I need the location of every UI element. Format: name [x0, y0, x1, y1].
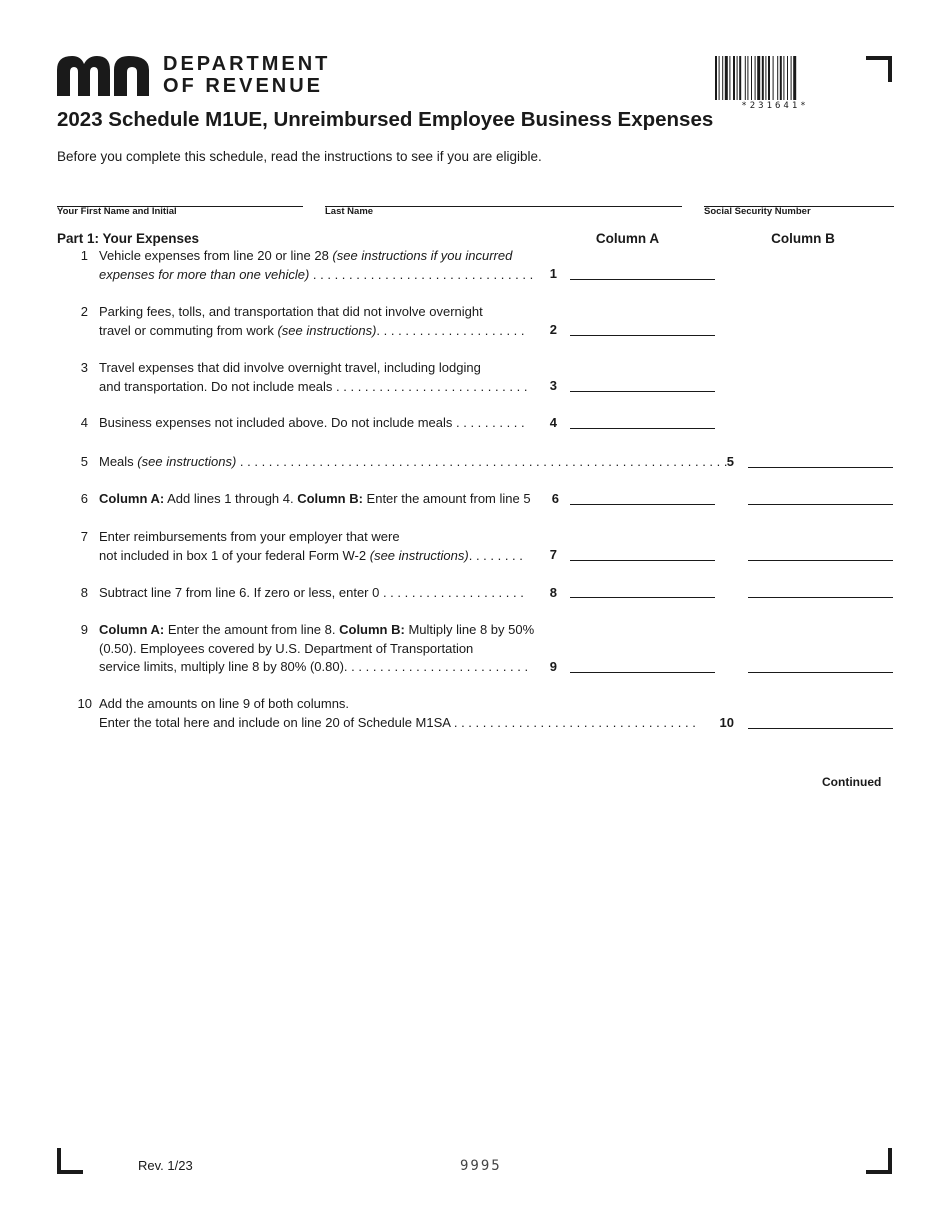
ssn-input[interactable] [704, 184, 894, 206]
line-7-text: Enter reimbursements from your employer that were not included in box 1 of your federal Form W-2 (see instructions). . . . . . . . [99, 529, 523, 563]
first-name-field[interactable] [57, 184, 303, 207]
line-number: 4 [80, 415, 88, 430]
line-number: 5 [80, 454, 88, 469]
line-7-column-b[interactable] [748, 540, 893, 561]
amount-input[interactable] [748, 577, 893, 597]
column-b-header: Column B [771, 231, 835, 246]
line-8-column-b[interactable] [748, 577, 893, 598]
line-box-number: 9 [549, 659, 557, 674]
line-6-text: Column A: Add lines 1 through 4. Column B: Enter the amount from line 5 [99, 491, 531, 506]
corner-mark-top-right [866, 56, 892, 82]
amount-input[interactable] [570, 259, 715, 279]
line-2-column-a[interactable] [570, 315, 715, 336]
line-6-column-b[interactable] [748, 484, 893, 505]
line-5-text: Meals (see instructions) . . . . . . . . . . . . . . . . . . . . . . . . . . . . . . . . . . . . . . . . . . . . . . . . . . . . . . . . . . . . . . . . . . . . [99, 454, 728, 469]
line-1-column-a[interactable] [570, 259, 715, 280]
line-box-number: 6 [551, 491, 559, 506]
amount-input[interactable] [570, 408, 715, 428]
line-10-column-b[interactable] [748, 708, 893, 729]
line-10-text: Add the amounts on line 9 of both columns. Enter the total here and include on line 20 of Schedule M1SA . . . . . . . . . . . . . . . . . . . . . . . . . . . . . . . . . . [99, 696, 696, 730]
amount-input[interactable] [748, 652, 893, 672]
line-number: 10 [77, 696, 92, 711]
logo-line-1: DEPARTMENT [163, 53, 331, 75]
form-title: 2023 Schedule M1UE, Unreimbursed Employee Business Expenses [57, 108, 714, 131]
line-9-text: Column A: Enter the amount from line 8. Column B: Multiply line 8 by 50% (0.50). Employees covered by U.S. Department of Transportation service limits, multiply line 8 by 80% (0.80). . . . . . . . . . . . . . . . . . . . . . . . . . [99, 622, 535, 674]
corner-mark-bottom-right [866, 1148, 892, 1174]
line-number: 8 [80, 585, 88, 600]
line-2-text: Parking fees, tolls, and transportation that did not involve overnight travel or commuting from work (see instructions). . . . . . . . . . . . . . . . . . . . . [99, 304, 525, 338]
line-4-column-a[interactable] [570, 408, 715, 429]
mn-logo-icon [57, 56, 149, 96]
amount-input[interactable] [570, 484, 715, 504]
line-9-column-a[interactable] [570, 652, 715, 673]
line-8-text: Subtract line 7 from line 6. If zero or less, enter 0 . . . . . . . . . . . . . . . . . . . . [99, 585, 524, 600]
column-a-header: Column A [595, 231, 660, 246]
last-name-field[interactable] [325, 184, 682, 207]
barcode-text: *231641* [741, 101, 809, 111]
line-box-number: 4 [549, 415, 557, 430]
line-number: 3 [80, 360, 88, 375]
amount-input[interactable] [570, 652, 715, 672]
ssn-label: Social Security Number [704, 206, 811, 217]
line-number: 2 [80, 304, 88, 319]
amount-input[interactable] [748, 540, 893, 560]
amount-input[interactable] [748, 447, 893, 467]
corner-mark-bottom-left [57, 1148, 83, 1174]
barcode-icon [715, 56, 835, 100]
amount-input[interactable] [570, 577, 715, 597]
first-name-input[interactable] [57, 184, 303, 206]
amount-input[interactable] [748, 708, 893, 728]
line-4-text: Business expenses not included above. Do not include meals . . . . . . . . . . [99, 415, 525, 430]
line-7-column-a[interactable] [570, 540, 715, 561]
last-name-label: Last Name [325, 206, 374, 217]
page-code: 9995 [460, 1158, 502, 1174]
line-box-number: 3 [549, 378, 557, 393]
part-1-title: Part 1: Your Expenses [57, 231, 200, 246]
line-box-number: 10 [719, 715, 734, 730]
line-box-number: 7 [549, 547, 557, 562]
line-5-column-b[interactable] [748, 447, 893, 468]
line-number: 7 [80, 529, 88, 544]
line-8-column-a[interactable] [570, 577, 715, 598]
intro-text: Before you complete this schedule, read the instructions to see if you are eligible. [57, 149, 542, 164]
ssn-field[interactable] [704, 184, 894, 207]
amount-input[interactable] [748, 484, 893, 504]
line-6-column-a[interactable] [570, 484, 715, 505]
revision-label: Rev. 1/23 [138, 1158, 193, 1173]
line-box-number: 1 [549, 266, 557, 281]
logo-line-2: OF REVENUE [163, 75, 324, 97]
line-3-column-a[interactable] [570, 371, 715, 392]
amount-input[interactable] [570, 371, 715, 391]
line-3-text: Travel expenses that did involve overnight travel, including lodging and transportation. Do not include meals . . . . . . . . . . . . . . . . . . . . . . . . . . . [99, 360, 528, 394]
line-box-number: 8 [549, 585, 557, 600]
line-box-number: 2 [549, 322, 557, 337]
line-1-text: Vehicle expenses from line 20 or line 28 (see instructions if you incurred expenses for more than one vehicle) . . . . . . . . . . . . . . . . . . . . . . . . . . . . . . . [99, 248, 534, 282]
line-number: 6 [80, 491, 88, 506]
last-name-input[interactable] [325, 184, 682, 206]
amount-input[interactable] [570, 315, 715, 335]
amount-input[interactable] [570, 540, 715, 560]
line-number: 9 [80, 622, 88, 637]
continued-label: Continued [822, 775, 882, 789]
department-logo-text [163, 53, 330, 97]
line-9-column-b[interactable] [748, 652, 893, 673]
line-number: 1 [80, 248, 88, 263]
line-box-number: 5 [726, 454, 734, 469]
first-name-label: Your First Name and Initial [57, 206, 177, 217]
